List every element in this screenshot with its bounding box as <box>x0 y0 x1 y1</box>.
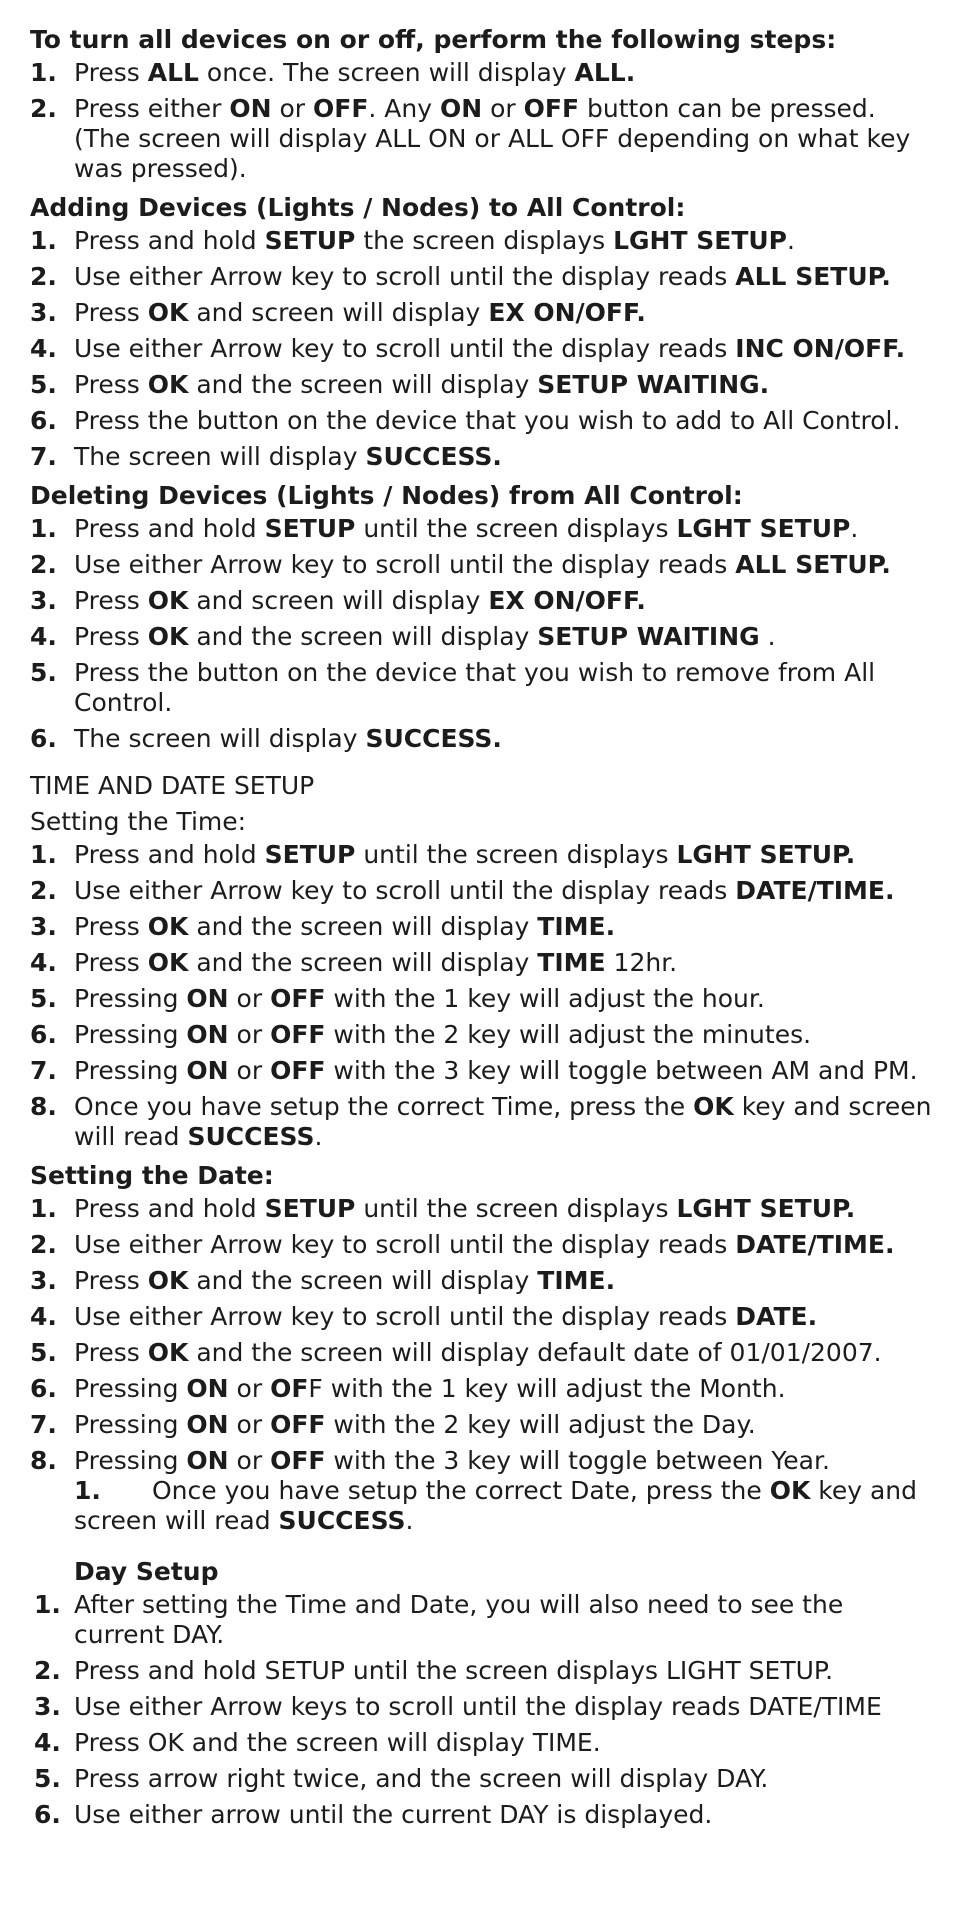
step-number: 5. <box>34 1764 61 1793</box>
text-segment: Press <box>74 948 148 977</box>
step-number: 5. <box>30 370 57 399</box>
sub-step-number: 1. <box>74 1476 101 1505</box>
step-number: 4. <box>30 622 57 651</box>
step-text <box>74 948 934 978</box>
text-segment: key and screen will read <box>74 1092 932 1151</box>
bold-text: OFF <box>270 1410 326 1439</box>
step-item <box>30 1656 934 1686</box>
step-item <box>30 550 934 580</box>
step-number: 1. <box>34 1590 61 1619</box>
step-text <box>74 1590 934 1650</box>
bold-text: ALL. <box>574 58 636 87</box>
bold-text: OK <box>147 586 189 615</box>
step-text <box>74 442 934 472</box>
step-item <box>30 1092 934 1152</box>
step-number: 5. <box>30 984 57 1013</box>
text-segment: Use either Arrow key to scroll until the display reads <box>74 1302 736 1331</box>
text-segment: once. The screen will display <box>198 58 575 87</box>
bold-text: OF <box>270 1374 309 1403</box>
step-item <box>30 1446 934 1536</box>
bold-text: ON <box>440 94 483 123</box>
text-segment: Pressing <box>74 1410 187 1439</box>
sub-step <box>74 1476 934 1536</box>
step-item <box>30 840 934 870</box>
step-item <box>30 442 934 472</box>
step-text <box>74 298 934 328</box>
bold-text: ON <box>186 984 229 1013</box>
step-item <box>30 1194 934 1224</box>
step-list <box>30 1590 934 1830</box>
step-item <box>30 1338 934 1368</box>
step-text <box>74 1410 934 1440</box>
step-number: 2. <box>30 1230 57 1259</box>
step-number: 3. <box>30 298 57 327</box>
step-item <box>30 1692 934 1722</box>
step-item <box>30 514 934 544</box>
bold-text: SUCCESS. <box>365 442 502 471</box>
step-text <box>74 1728 934 1758</box>
step-text <box>74 912 934 942</box>
bold-text: ON <box>229 94 272 123</box>
step-text <box>74 984 934 1014</box>
bold-text: ALL SETUP. <box>735 550 891 579</box>
step-number: 2. <box>30 876 57 905</box>
step-text <box>74 1374 934 1404</box>
step-list <box>30 840 934 1152</box>
section-heading: TIME AND DATE SETUP <box>30 771 315 800</box>
text-segment: Press either <box>74 94 230 123</box>
step-list <box>30 226 934 472</box>
step-number: 1. <box>30 840 57 869</box>
bold-text: TIME <box>537 948 606 977</box>
step-text <box>74 622 934 652</box>
step-number: 4. <box>34 1728 61 1757</box>
text-segment: . <box>787 226 795 255</box>
text-segment: with the 3 key will toggle between Year. <box>325 1446 830 1475</box>
text-segment: with the 3 key will toggle between AM and PM. <box>325 1056 918 1085</box>
step-item <box>30 1266 934 1296</box>
text-segment: Use either Arrow key to scroll until the display reads <box>74 1230 736 1259</box>
step-text <box>74 1302 934 1332</box>
step-number: 5. <box>30 1338 57 1367</box>
bold-text: ALL SETUP. <box>735 262 891 291</box>
text-segment: with the 2 key will adjust the Day. <box>325 1410 756 1439</box>
step-text <box>74 406 934 436</box>
step-number: 4. <box>30 1302 57 1331</box>
step-number: 1. <box>30 514 57 543</box>
bold-text: ON <box>186 1446 229 1475</box>
step-number: 1. <box>30 58 57 87</box>
step-text <box>74 94 934 184</box>
text-segment: . <box>314 1122 323 1151</box>
sub-heading: Setting the Time: <box>30 807 247 836</box>
text-segment: until the screen displays <box>355 514 677 543</box>
text-segment: Pressing <box>74 1374 187 1403</box>
text-segment: Press <box>74 586 148 615</box>
text-segment: Press and hold SETUP until the screen displays LIGHT SETUP. <box>74 1656 834 1685</box>
text-segment: Press <box>74 370 148 399</box>
step-text <box>74 262 934 292</box>
text-segment: . <box>405 1506 414 1535</box>
bold-text: OK <box>147 948 189 977</box>
step-text <box>74 876 934 906</box>
bold-text: SETUP <box>264 226 356 255</box>
step-text <box>74 1656 934 1686</box>
bold-text: LGHT SETUP. <box>676 840 856 869</box>
step-item <box>30 94 934 184</box>
text-segment: Press <box>74 622 148 651</box>
bold-text: SUCCESS <box>278 1506 406 1535</box>
step-text <box>74 724 934 754</box>
bold-text: LGHT SETUP <box>613 226 787 255</box>
text-segment: and screen will display <box>188 298 489 327</box>
step-text <box>74 1338 934 1368</box>
bold-text: OFF <box>523 94 580 123</box>
step-item <box>30 984 934 1014</box>
bold-text: OFF <box>312 94 369 123</box>
bold-text: ON <box>186 1410 229 1439</box>
text-segment: Once you have setup the correct Time, press the <box>74 1092 694 1121</box>
bold-text: DATE/TIME. <box>735 876 895 905</box>
step-text <box>74 658 934 718</box>
bold-text: SETUP <box>264 514 356 543</box>
bold-text: DATE/TIME. <box>735 1230 895 1259</box>
step-number: 2. <box>34 1656 61 1685</box>
step-number: 8. <box>30 1446 57 1475</box>
step-item <box>30 1764 934 1794</box>
step-item <box>30 948 934 978</box>
step-text <box>74 1800 934 1830</box>
text-segment: Press the button on the device that you wish to add to All Control. <box>74 406 901 435</box>
text-segment: and the screen will display <box>188 948 538 977</box>
step-item <box>30 262 934 292</box>
text-segment: Use either Arrow key to scroll until the display reads <box>74 550 736 579</box>
bold-text: OFF <box>270 1020 326 1049</box>
step-item <box>30 622 934 652</box>
step-text <box>74 840 934 870</box>
bold-text: OK <box>147 370 189 399</box>
text-segment: or <box>228 984 271 1013</box>
text-segment: or <box>482 94 524 123</box>
step-number: 2. <box>30 94 57 123</box>
bold-text: SETUP <box>264 840 356 869</box>
text-segment: or <box>228 1446 271 1475</box>
step-text <box>74 586 934 616</box>
step-number: 1. <box>30 1194 57 1223</box>
text-segment: Press <box>74 912 148 941</box>
step-number: 2. <box>30 262 57 291</box>
step-number: 4. <box>30 334 57 363</box>
step-text <box>74 370 934 400</box>
text-segment: or <box>228 1020 271 1049</box>
step-item <box>30 334 934 364</box>
bold-text: LGHT SETUP <box>676 514 851 543</box>
text-segment: and the screen will display <box>188 912 538 941</box>
text-segment: Press <box>74 1266 148 1295</box>
text-segment: F with the 1 key will adjust the Month. <box>308 1374 786 1403</box>
step-list <box>30 514 934 754</box>
step-text <box>74 226 934 256</box>
text-segment: Press OK and the screen will display TIME. <box>74 1728 601 1757</box>
text-segment: Pressing <box>74 1020 187 1049</box>
bold-text: TIME. <box>537 1266 616 1295</box>
text-segment: Press and hold <box>74 226 265 255</box>
text-segment: with the 2 key will adjust the minutes. <box>325 1020 812 1049</box>
step-text <box>74 1266 934 1296</box>
step-text <box>74 1692 934 1722</box>
bold-text: ALL <box>147 58 199 87</box>
text-segment: with the 1 key will adjust the hour. <box>325 984 765 1013</box>
step-number: 3. <box>30 586 57 615</box>
step-item <box>30 406 934 436</box>
section-heading: Setting the Date: <box>30 1161 274 1190</box>
bold-text: EX ON/OFF. <box>488 298 646 327</box>
text-segment: Use either Arrow key to scroll until the display reads <box>74 334 736 363</box>
text-segment: and screen will display <box>188 586 489 615</box>
bold-text: SETUP WAITING. <box>537 370 770 399</box>
step-number: 5. <box>30 658 57 687</box>
text-segment: 12hr. <box>605 948 678 977</box>
step-text <box>74 1194 934 1224</box>
text-segment: and the screen will display <box>188 370 538 399</box>
step-item <box>30 298 934 328</box>
text-segment: Press and hold <box>74 1194 265 1223</box>
step-text <box>74 1230 934 1260</box>
step-item <box>30 912 934 942</box>
section-heading: Deleting Devices (Lights / Nodes) from All Control: <box>30 481 743 510</box>
bold-text: OFF <box>270 1446 326 1475</box>
text-segment: . <box>759 622 776 651</box>
text-segment: the screen displays <box>355 226 614 255</box>
text-segment: Use either arrow until the current DAY is displayed. <box>74 1800 713 1829</box>
text-segment: Once you have setup the correct Date, press the <box>152 1476 770 1505</box>
text-segment: or <box>228 1374 271 1403</box>
text-segment: Use either Arrow keys to scroll until the display reads DATE/TIME <box>74 1692 882 1721</box>
bold-text: ON <box>186 1020 229 1049</box>
text-segment: Pressing <box>74 1056 187 1085</box>
text-segment: Use either Arrow key to scroll until the display reads <box>74 876 736 905</box>
step-number: 7. <box>30 1056 57 1085</box>
bold-text: DATE. <box>735 1302 818 1331</box>
step-item <box>30 1020 934 1050</box>
step-number: 1. <box>30 226 57 255</box>
step-item <box>30 724 934 754</box>
step-item <box>30 1590 934 1650</box>
text-segment: and the screen will display <box>188 622 538 651</box>
text-segment: or <box>271 94 313 123</box>
step-item <box>30 1230 934 1260</box>
text-segment: Use either Arrow key to scroll until the display reads <box>74 262 736 291</box>
bold-text: OK <box>147 1338 189 1367</box>
bold-text: OK <box>147 622 189 651</box>
step-number: 6. <box>30 406 57 435</box>
bold-text: SETUP WAITING <box>537 622 760 651</box>
text-segment: Press arrow right twice, and the screen will display DAY. <box>74 1764 769 1793</box>
step-item <box>30 586 934 616</box>
step-text <box>74 1446 934 1536</box>
section-heading: Day Setup <box>74 1557 219 1586</box>
text-segment: until the screen displays <box>355 1194 677 1223</box>
step-text <box>74 550 934 580</box>
step-item <box>30 370 934 400</box>
step-text <box>74 1092 934 1152</box>
step-item <box>30 1728 934 1758</box>
step-text <box>74 1056 934 1086</box>
step-item <box>30 658 934 718</box>
text-segment: and the screen will display default date of 01/01/2007. <box>188 1338 882 1367</box>
bold-text: TIME. <box>537 912 616 941</box>
step-number: 3. <box>30 1266 57 1295</box>
text-segment: or <box>228 1410 271 1439</box>
text-segment: Press the button on the device that you wish to remove from All Control. <box>74 658 876 717</box>
text-segment: until the screen displays <box>355 840 677 869</box>
step-item <box>30 876 934 906</box>
bold-text: LGHT SETUP. <box>676 1194 856 1223</box>
bold-text: OK <box>147 298 189 327</box>
step-number: 3. <box>30 912 57 941</box>
step-number: 7. <box>30 1410 57 1439</box>
text-segment: Press <box>74 1338 148 1367</box>
step-number: 2. <box>30 550 57 579</box>
step-list <box>30 1194 934 1536</box>
step-number: 6. <box>30 1020 57 1049</box>
text-segment: Press <box>74 298 148 327</box>
step-text <box>74 1020 934 1050</box>
bold-text: OK <box>147 1266 189 1295</box>
bold-text: SETUP <box>264 1194 356 1223</box>
text-segment: button can be pressed. (The screen will display ALL ON or ALL OFF depending on what key was pressed). <box>74 94 911 183</box>
step-text <box>74 334 934 364</box>
step-item <box>30 1374 934 1404</box>
text-segment: and the screen will display <box>188 1266 538 1295</box>
section-heading: To turn all devices on or off, perform the following steps: <box>30 25 837 54</box>
text-segment: or <box>228 1056 271 1085</box>
bold-text: SUCCESS <box>187 1122 315 1151</box>
text-segment: . <box>850 514 859 543</box>
step-item <box>30 1302 934 1332</box>
bold-text: OK <box>693 1092 734 1121</box>
step-number: 6. <box>30 724 57 753</box>
text-segment: The screen will display <box>74 442 366 471</box>
step-number: 7. <box>30 442 57 471</box>
text-segment: . Any <box>368 94 440 123</box>
step-number: 6. <box>34 1800 61 1829</box>
step-item <box>30 1056 934 1086</box>
step-number: 3. <box>34 1692 61 1721</box>
text-segment: The screen will display <box>74 724 366 753</box>
step-text <box>74 58 934 88</box>
text-segment: Press and hold <box>74 514 265 543</box>
bold-text: ON <box>186 1374 229 1403</box>
text-segment: Pressing <box>74 984 187 1013</box>
text-segment: After setting the Time and Date, you will also need to see the current DAY. <box>74 1590 844 1649</box>
step-item <box>30 226 934 256</box>
bold-text: OFF <box>270 1056 326 1085</box>
bold-text: INC ON/OFF. <box>735 334 906 363</box>
bold-text: OFF <box>270 984 326 1013</box>
bold-text: EX ON/OFF. <box>488 586 646 615</box>
step-number: 6. <box>30 1374 57 1403</box>
bold-text: OK <box>147 912 189 941</box>
bold-text: OK <box>769 1476 811 1505</box>
step-number: 4. <box>30 948 57 977</box>
step-text <box>74 1764 934 1794</box>
text-segment: Press <box>74 58 148 87</box>
section-heading: Adding Devices (Lights / Nodes) to All Control: <box>30 193 686 222</box>
bold-text: ON <box>186 1056 229 1085</box>
step-list <box>30 58 934 184</box>
step-text <box>74 514 934 544</box>
text-segment: key and screen will read <box>74 1476 918 1535</box>
step-item <box>30 1800 934 1830</box>
bold-text: SUCCESS. <box>365 724 502 753</box>
step-item <box>30 1410 934 1440</box>
step-item <box>30 58 934 88</box>
text-segment: Press and hold <box>74 840 265 869</box>
step-number: 8. <box>30 1092 57 1121</box>
text-segment: Pressing <box>74 1446 187 1475</box>
